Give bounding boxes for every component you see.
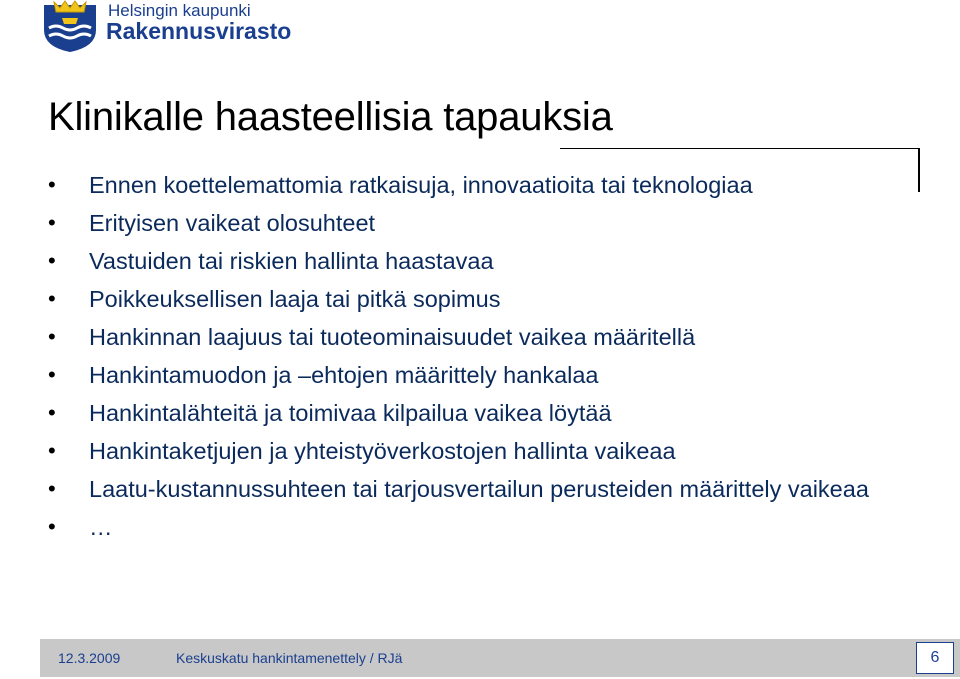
- bullet-text: Hankintalähteitä ja toimivaa kilpailua vaikea löytää: [89, 400, 612, 426]
- bullet-item: [48, 436, 908, 466]
- slide-title: Klinikalle haasteellisia tapauksia: [48, 95, 613, 139]
- footer-bar: [40, 638, 960, 677]
- bullet-dot-icon: •: [48, 476, 56, 501]
- bullet-dot-icon: •: [48, 286, 56, 311]
- bullet-item: [48, 170, 908, 200]
- bullet-text: Ennen koettelemattomia ratkaisuja, innovaatioita tai teknologiaa: [89, 172, 753, 198]
- bullet-item: [48, 284, 908, 314]
- slide-footer: [0, 632, 960, 679]
- footer-text: Keskuskatu hankintamenettely / RJä: [176, 650, 403, 666]
- bullet-item: [48, 246, 908, 276]
- bullet-item: [48, 474, 908, 504]
- bullet-dot-icon: •: [48, 362, 56, 387]
- bullet-item: [48, 208, 908, 238]
- bullet-text: Laatu-kustannussuhteen tai tarjousvertailun perusteiden määrittely vaikeaa: [89, 476, 869, 502]
- bullet-item: [48, 398, 908, 428]
- bullet-text: Hankintamuodon ja –ehtojen määrittely hankalaa: [89, 362, 599, 388]
- bullet-item: [48, 512, 908, 542]
- bullet-text: …: [89, 514, 113, 540]
- bullet-dot-icon: •: [48, 438, 56, 463]
- bullet-text: Poikkeuksellisen laaja tai pitkä sopimus: [89, 286, 501, 312]
- helsinki-crest-icon: [40, 0, 100, 52]
- bullet-dot-icon: •: [48, 324, 56, 349]
- bullet-text: Erityisen vaikeat olosuhteet: [89, 210, 376, 236]
- bullet-text: Vastuiden tai riskien hallinta haastavaa: [89, 248, 494, 274]
- org-name-line1: Helsingin kaupunki: [108, 1, 251, 20]
- bullet-item: [48, 322, 908, 352]
- bullet-list: [48, 170, 908, 550]
- org-name-line2: Rakennusvirasto: [106, 18, 292, 44]
- page-number: 6: [916, 642, 954, 674]
- bullet-dot-icon: •: [48, 210, 56, 235]
- bullet-text: Hankinnan laajuus tai tuoteominaisuudet vaikea määritellä: [89, 324, 696, 350]
- bullet-item: [48, 360, 908, 390]
- bullet-dot-icon: •: [48, 172, 56, 197]
- bullet-dot-icon: •: [48, 514, 56, 539]
- footer-left-margin: [0, 638, 40, 676]
- bullet-dot-icon: •: [48, 248, 56, 273]
- footer-date: 12.3.2009: [58, 650, 121, 666]
- bullet-dot-icon: •: [48, 400, 56, 425]
- bullet-text: Hankintaketjujen ja yhteistyöverkostojen hallinta vaikeaa: [89, 438, 676, 464]
